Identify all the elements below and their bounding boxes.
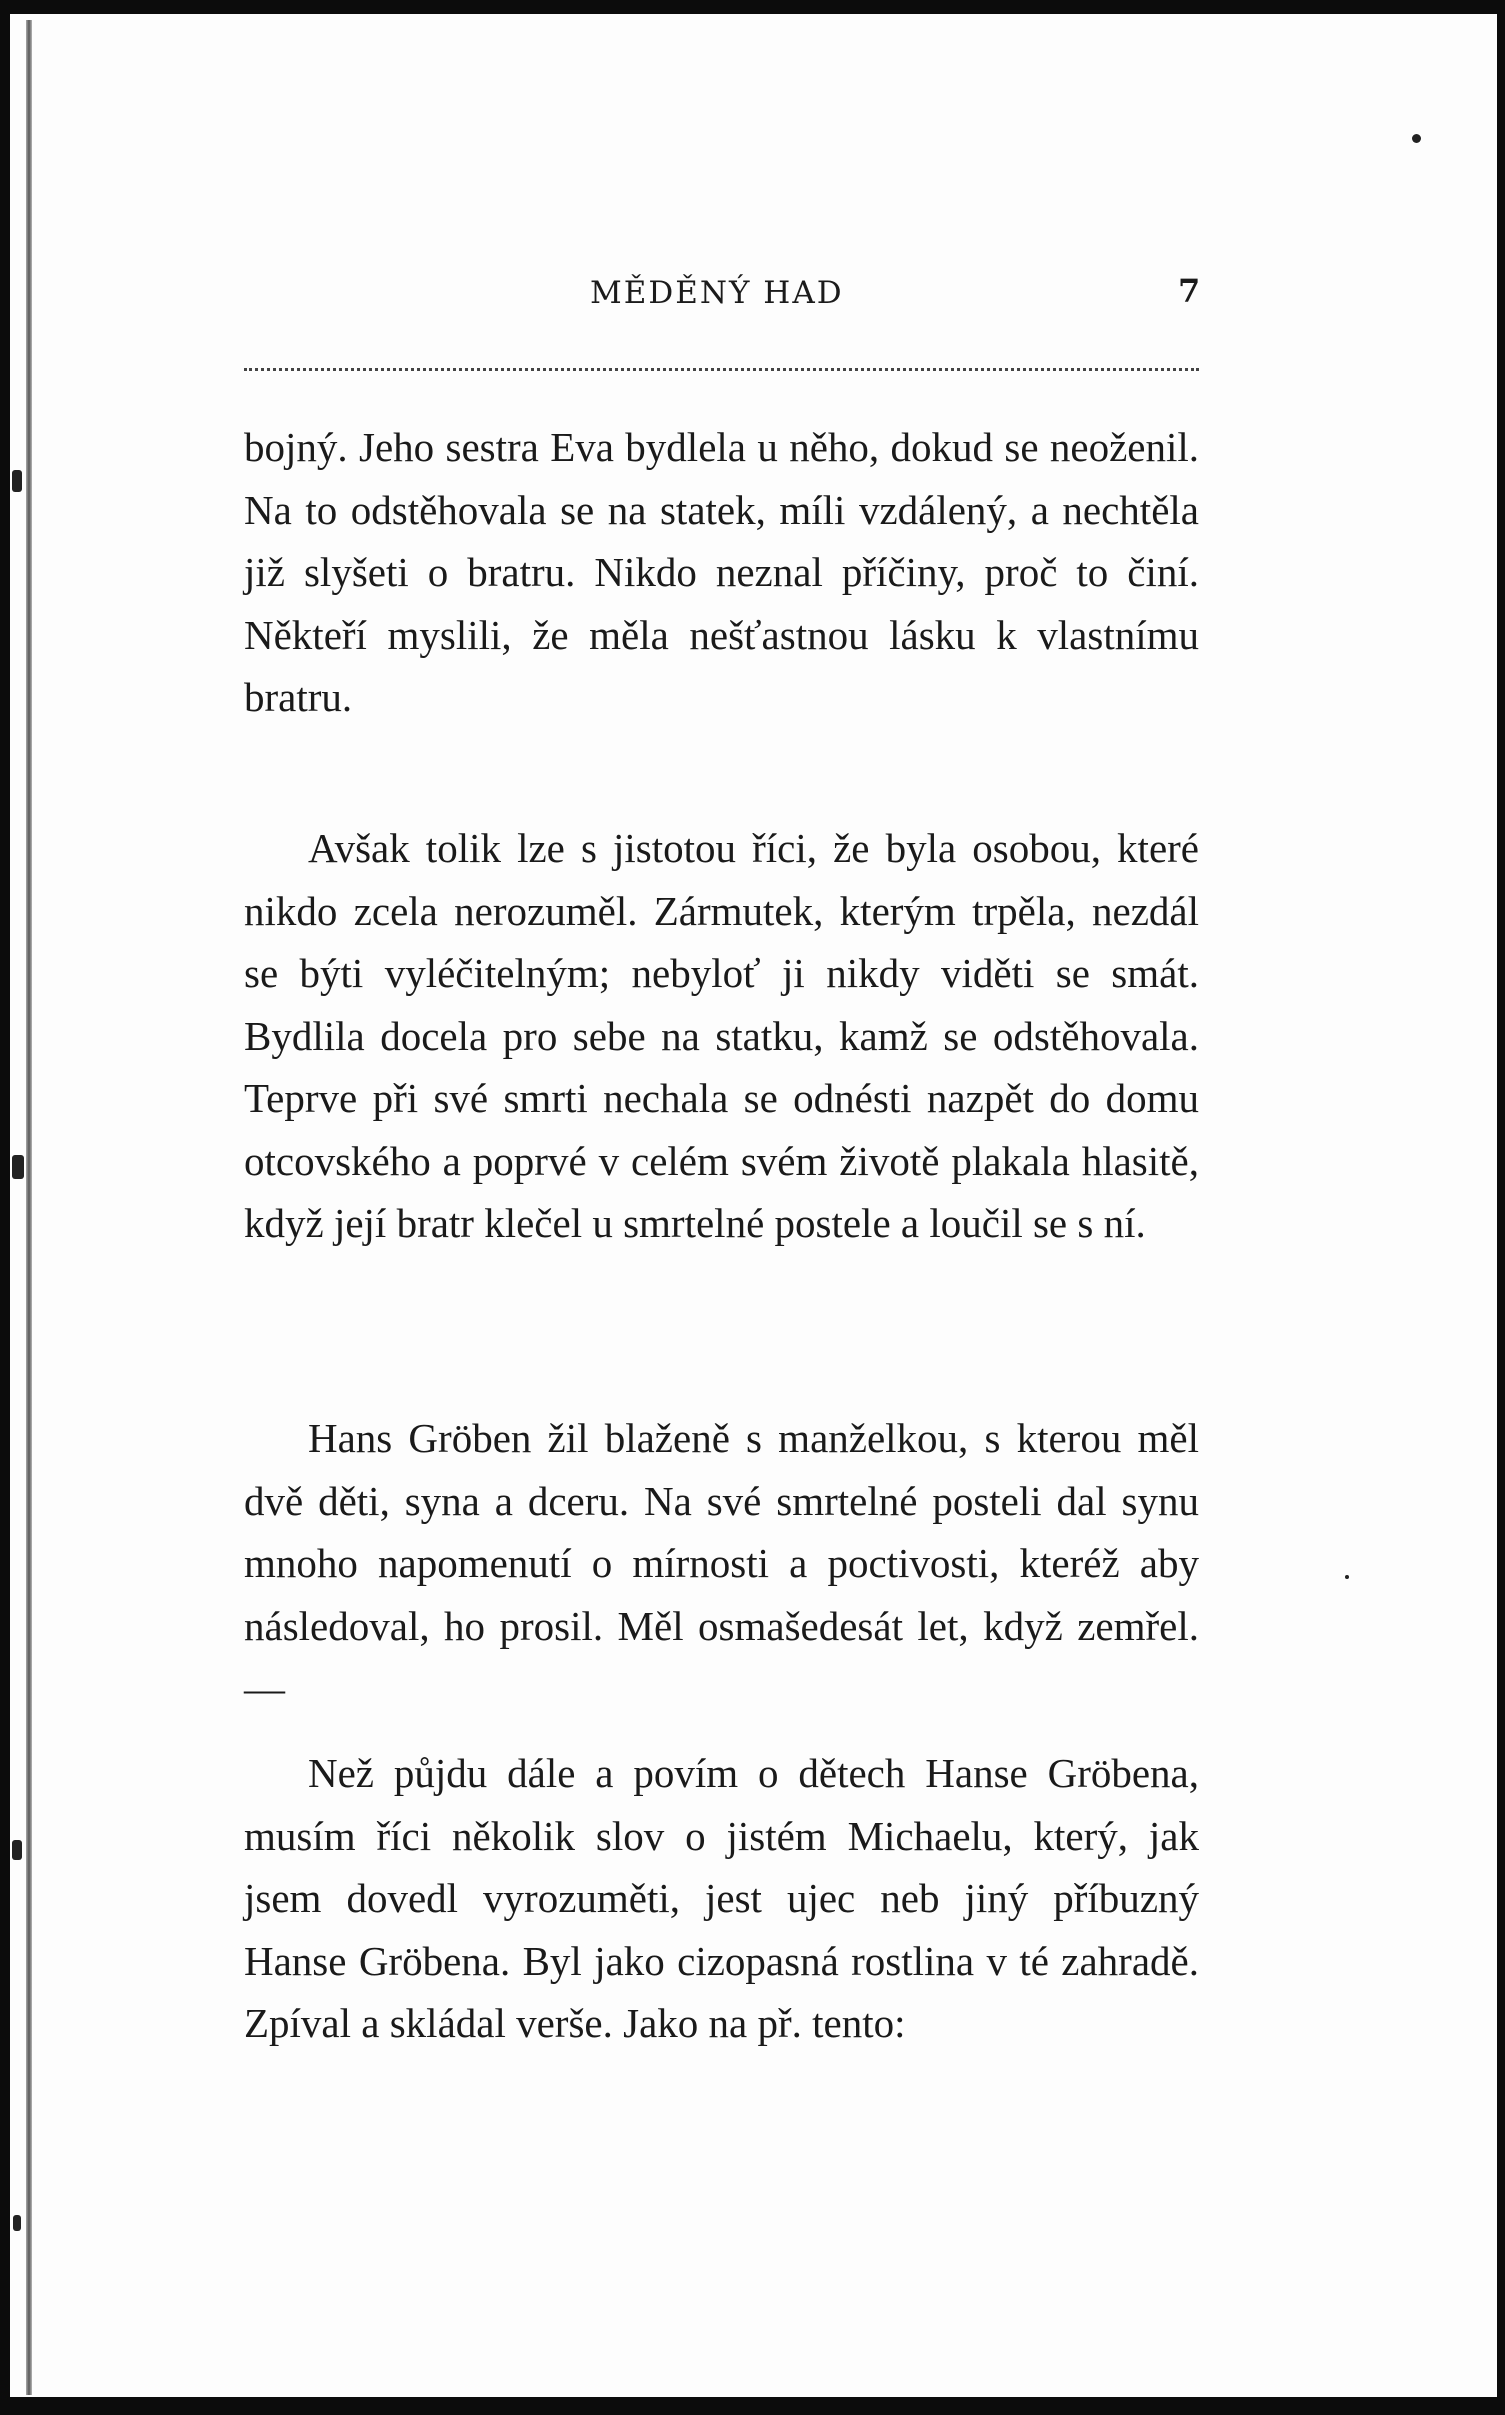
scan-speck (12, 1840, 22, 1860)
paragraph-1: bojný. Jeho sestra Eva bydlela u něho, dokud se neoženil. Na to odstěhovala se na statek, míli vzdálený, a nechtěla již slyšeti o bratru. Nikdo neznal příčiny, proč to činí. Někteří myslili, že měla nešťastnou lásku k vlastnímu bratru. (244, 424, 1199, 720)
paragraph-4: Než půjdu dále a povím o dětech Hanse Gröbena, musím říci několik slov o jistém Michaelu, který, jak jsem dovedl vyrozuměti, jest ujec neb jiný příbuzný Hanse Gröbena. Byl jako cizopasná rostlina v té zahradě. Zpíval a skládal verše. Jako na př. tento: (244, 1750, 1199, 2046)
binding-gutter-shadow (26, 20, 32, 2395)
scan-speck (1412, 134, 1421, 143)
header-dotted-rule (244, 368, 1199, 371)
scan-speck (12, 1155, 24, 1179)
scan-border-top (0, 0, 1505, 14)
paragraph-3: Hans Gröben žil blaženě s manželkou, s kterou měl dvě děti, syna a dceru. Na své smrtelné posteli dal synu mnoho napomenutí o mírnosti a poctivosti, kteréž aby následoval, ho prosil. Měl osmašedesát let, když zemřel. — (244, 1415, 1199, 1711)
scan-speck (12, 470, 22, 492)
page-number: 7 (1178, 272, 1201, 310)
scan-border-bottom (0, 2397, 1505, 2415)
running-head: MĚDĚNÝ HAD (590, 275, 844, 311)
scan-speck (13, 2215, 21, 2231)
scan-speck (1345, 1575, 1349, 1579)
scan-border-right (1497, 0, 1505, 2415)
scan-border-left (0, 0, 10, 2415)
paragraph-2: Avšak tolik lze s jistotou říci, že byla osobou, které nikdo zcela nerozuměl. Zármutek, kterým trpěla, nezdál se býti vyléčitelným; nebyloť ji nikdy viděti se smát. Bydlila docela pro sebe na statku, kamž se odstěhovala. Teprve při své smrti nechala se odnésti nazpět do domu otcovského a poprvé v celém svém životě plakala hlasitě, když její bratr klečel u smrtelné postele a loučil se s ní. (244, 825, 1199, 1246)
